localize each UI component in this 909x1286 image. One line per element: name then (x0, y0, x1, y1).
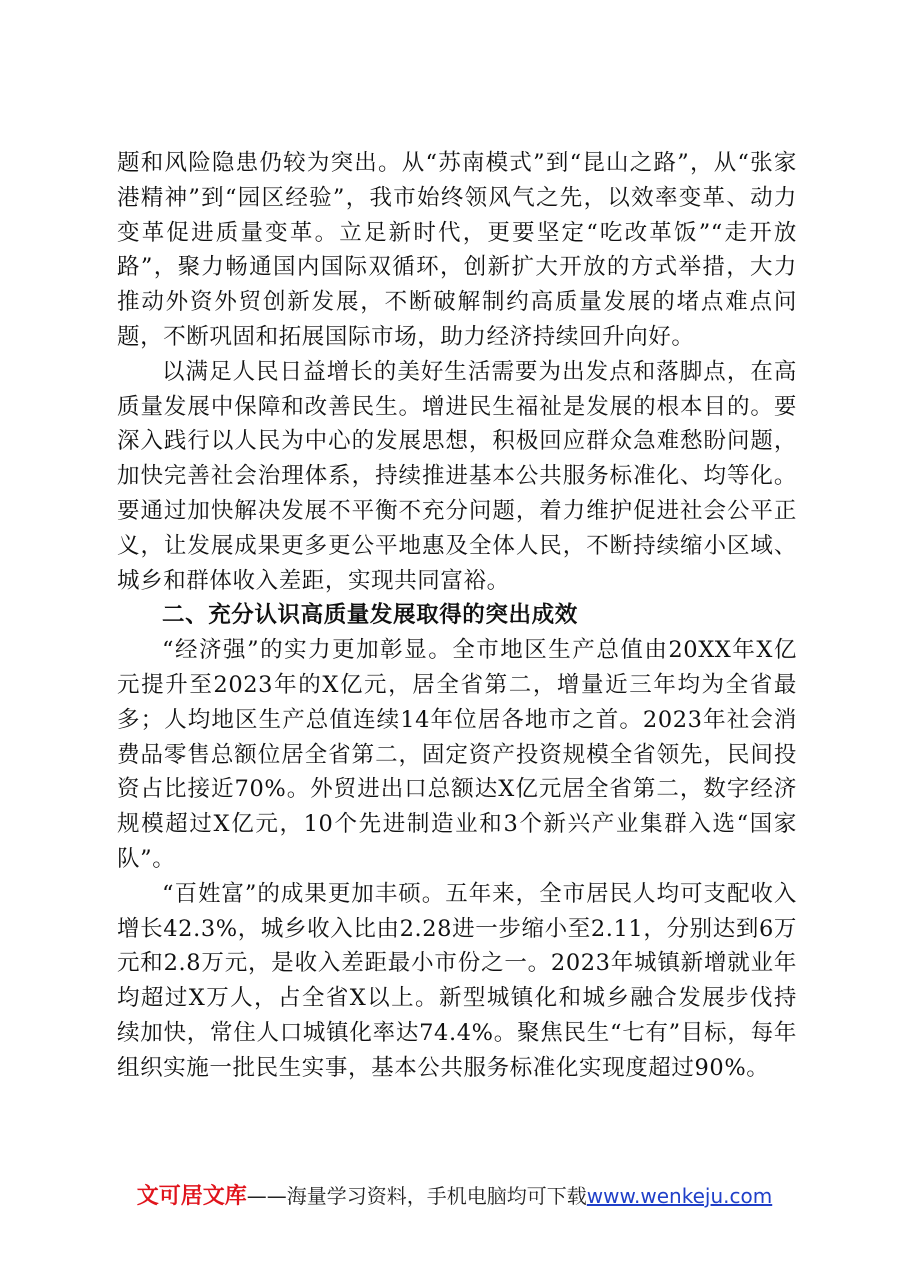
paragraph-4: “百姓富”的成果更加丰硕。五年来，全市居民人均可支配收入增长42.3%，城乡收入比由2.28进一步缩小至2.11，分别达到6万元和2.8万元，是收入差距最小市份之一。2023年城镇新增就业年均超过X万人，占全省X以上。新型城镇化和城乡融合发展步伐持续加快，常住人口城镇化率达74.4%。聚焦民生“七有”目标，每年组织实施一批民生实事，基本公共服务标准化实现度超过90%。 (117, 880, 797, 1081)
website-link[interactable]: www.wenkeju.com (586, 1184, 773, 1208)
paragraph-2: 以满足人民日益增长的美好生活需要为出发点和落脚点，在高质量发展中保障和改善民生。增进民生福祉是发展的根本目的。要深入践行以人民为中心的发展思想，积极回应群众急难愁盼问题，加快完善社会治理体系，持续推进基本公共服务标准化、均等化。要通过加快解决发展不平衡不充分问题，着力维护促进社会公平正义，让发展成果更多更公平地惠及全体人民，不断持续缩小区域、城乡和群体收入差距，实现共同富裕。 (117, 358, 797, 594)
document-body (117, 146, 797, 1086)
footer-banner (0, 1181, 909, 1212)
paragraph-3: “经济强”的实力更加彰显。全市地区生产总值由20XX年X亿元提升至2023年的X亿元，居全省第二，增量近三年均为全省最多；人均地区生产总值连续14年位居各地市之首。2023年社会消费品零售总额位居全省第二，固定资产投资规模全省领先，民间投资占比接近70%。外贸进出口总额达X亿元居全省第二，数字经济规模超过X亿元，10个先进制造业和3个新兴产业集群入选“国家队”。 (117, 637, 797, 872)
paragraph-1: 题和风险隐患仍较为突出。从“苏南模式”到“昆山之路”，从“张家港精神”到“园区经验”，我市始终领风气之先，以效率变革、动力变革促进质量变革。立足新时代，更要坚定“吃改革饭”“走开放路”，聚力畅通国内国际双循环，创新扩大开放的方式举措，大力推动外资外贸创新发展，不断破解制约高质量发展的堵点难点问题，不断巩固和拓展国际市场，助力经济持续回升向好。 (117, 150, 797, 350)
section-heading: 二、充分认识高质量发展取得的突出成效 (162, 602, 578, 629)
footer-tagline: ——海量学习资料，手机电脑均可下载 (246, 1184, 587, 1208)
brand-name: 文可居文库 (136, 1184, 247, 1209)
